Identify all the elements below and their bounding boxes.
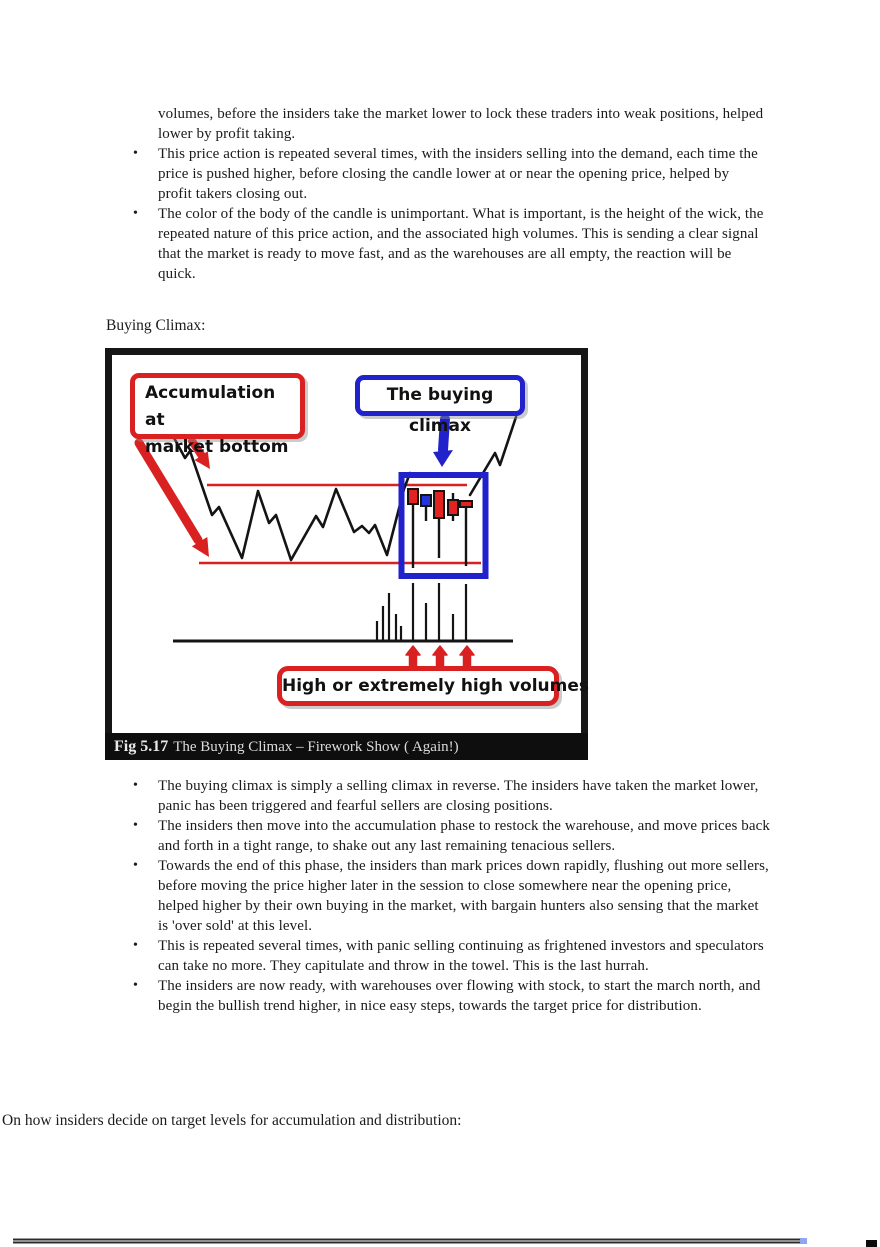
price-zigzag-right xyxy=(470,417,516,495)
accumulation-label xyxy=(130,373,305,457)
horizontal-scrollbar[interactable] xyxy=(13,1238,800,1244)
top-bullet-list xyxy=(158,144,764,284)
figure-caption-text: The Buying Climax – Firework Show ( Again!) xyxy=(173,739,459,755)
high-volumes-label: High or extremely high volumes xyxy=(277,666,559,706)
volume-bars xyxy=(377,583,466,641)
figure-buying-climax xyxy=(105,348,588,760)
figure-caption xyxy=(105,733,588,760)
list-item: • The insiders then move into the accumulation phase to restock the warehouse, and move prices back and forth in a tight range, to shake out any last remaining tenacious sellers. xyxy=(158,816,770,856)
figure-canvas xyxy=(105,348,588,733)
top-text-block xyxy=(158,104,764,284)
bottom-bullet-list xyxy=(158,776,770,1016)
list-item: • The buying climax is simply a selling climax in reverse. The insiders have taken the market lower, panic has been triggered and fearful sellers are closing positions. xyxy=(158,776,770,816)
buying-climax-label: The buying climax xyxy=(355,375,525,416)
climax-candles xyxy=(408,489,472,568)
volume-up-arrows xyxy=(406,646,474,666)
paragraph-continuation: volumes, before the insiders take the market lower to lock these traders into weak positions, helped lower by profit taking. xyxy=(158,106,764,142)
closing-line: On how insiders decide on target levels for accumulation and distribution: xyxy=(2,1112,462,1129)
figure-caption-number: Fig 5.17 xyxy=(114,738,169,755)
list-item: • The insiders are now ready, with warehouses over flowing with stock, to start the march north, and begin the bullish trend higher, in nice easy steps, towards the target price for distribution. xyxy=(158,976,770,1016)
bottom-text-block xyxy=(158,776,770,1016)
scrollbar-blue-tip xyxy=(800,1238,807,1244)
accumulation-label-line2: market bottom xyxy=(145,437,289,457)
list-item: • This price action is repeated several times, with the insiders selling into the demand, each time the price is pushed higher, before closing the candle lower at or near the opening price, helped by profit takers closing out. xyxy=(158,144,764,204)
section-heading: Buying Climax: xyxy=(106,317,206,334)
list-item: • The color of the body of the candle is unimportant. What is important, is the height of the wick, the repeated nature of this price action, and the associated high volumes. This is sending a clear signal that the market is ready to move fast, and as the warehouses are all empty, the reaction will be quick. xyxy=(158,204,764,284)
list-item: • Towards the end of this phase, the insiders than mark prices down rapidly, flushing out more sellers, before moving the price higher later in the session to close somewhere near the opening price, helped higher by their own buying in the market, with bargain hunters also sensing that the market is 'over sold' at this level. xyxy=(158,856,770,936)
accumulation-label-line1: Accumulation at xyxy=(145,383,276,430)
list-item: • This is repeated several times, with panic selling continuing as frightened investors and speculators can take no more. They capitulate and throw in the towel. This is the last hurrah. xyxy=(158,936,770,976)
corner-marker xyxy=(866,1240,877,1247)
